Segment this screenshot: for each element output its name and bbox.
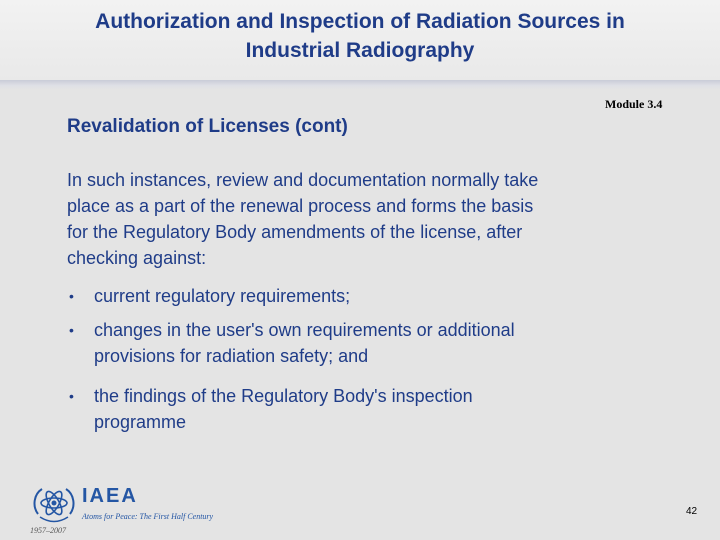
atom-emblem-icon xyxy=(30,484,78,528)
slide-title: Revalidation of Licenses (cont) xyxy=(67,116,348,137)
module-label: Module 3.4 xyxy=(605,97,663,111)
intro-line: checking against: xyxy=(67,248,207,268)
bullet-line: changes in the user's own requirements or additional xyxy=(94,320,515,340)
bullet-line: current regulatory requirements; xyxy=(94,286,351,306)
iaea-wordmark: IAEA xyxy=(82,485,138,507)
bullet-text xyxy=(94,383,473,435)
presentation-title-line-2: Industrial Radiography xyxy=(245,39,475,62)
header-banner xyxy=(0,0,720,80)
presentation-title xyxy=(0,7,720,65)
bullet-line: provisions for radiation safety; and xyxy=(94,346,369,366)
page-number: 42 xyxy=(686,506,698,517)
intro-line: In such instances, review and documentation normally take xyxy=(67,170,539,190)
iaea-logo xyxy=(30,484,220,538)
intro-paragraph xyxy=(67,167,667,271)
bullet-marker: • xyxy=(69,288,74,304)
bullet-line: the findings of the Regulatory Body's inspection xyxy=(94,386,473,406)
intro-line: place as a part of the renewal process and forms the basis xyxy=(67,196,534,216)
bullet-line: programme xyxy=(94,412,187,432)
iaea-years: 1957–2007 xyxy=(30,526,66,535)
iaea-tagline: Atoms for Peace: The First Half Century xyxy=(82,512,214,521)
bullet-marker: • xyxy=(69,322,74,338)
presentation-title-line-1: Authorization and Inspection of Radiation Sources in xyxy=(95,10,625,33)
bullet-marker: • xyxy=(69,388,74,404)
header-divider xyxy=(0,80,720,90)
intro-line: for the Regulatory Body amendments of the license, after xyxy=(67,222,523,242)
bullet-text xyxy=(94,283,350,309)
bullet-text xyxy=(94,317,515,369)
